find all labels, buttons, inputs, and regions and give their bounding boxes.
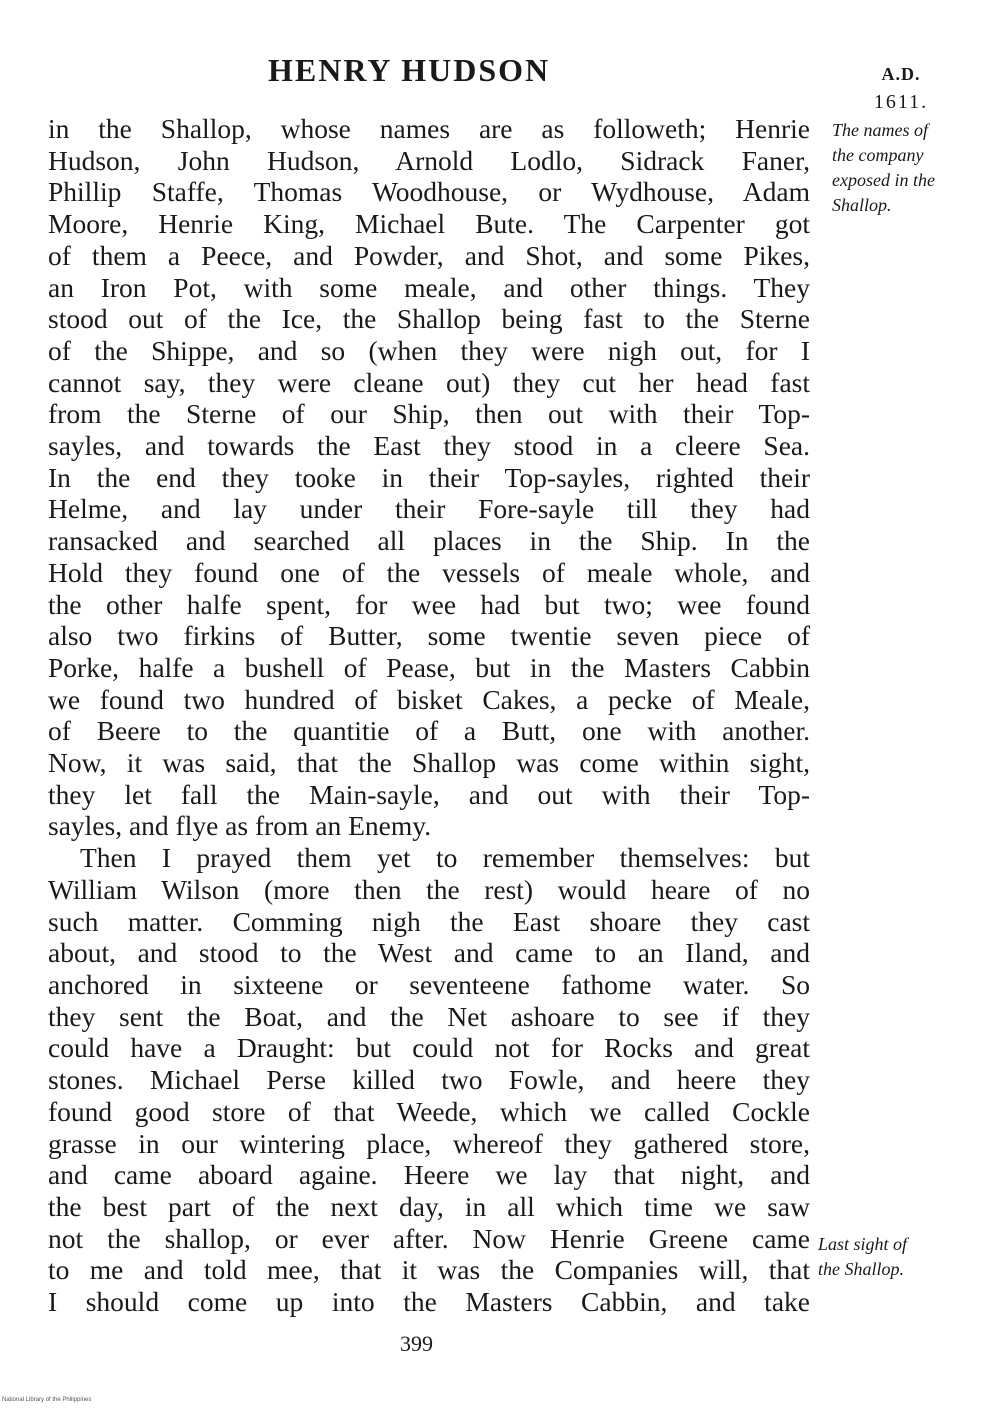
page-header-title: HENRY HUDSON	[268, 52, 551, 88]
text-line: they let fall the Main-sayle, and out with their Top-	[48, 778, 810, 810]
text-line: Porke, halfe a bushell of Pease, but in the Masters Cabbin	[48, 651, 810, 683]
margin-note-line: the company	[832, 145, 924, 165]
text-line: not the shallop, or ever after. Now Henrie Greene came	[48, 1222, 810, 1254]
page-number: 399	[400, 1331, 433, 1356]
year-era: A.D.	[881, 64, 921, 84]
margin-note-line: Last sight of	[818, 1234, 908, 1254]
text-line: could have a Draught: but could not for Rocks and great	[48, 1032, 810, 1064]
margin-note-line: Shallop.	[832, 195, 892, 215]
margin-note-line: exposed in the	[832, 170, 935, 190]
margin-note-last-sight	[818, 1232, 958, 1282]
text-line: In the end they tooke in their Top-sayles, righted their	[48, 461, 810, 493]
margin-note-company-names	[832, 118, 992, 218]
text-line: such matter. Comming nigh the East shoare they cast	[48, 905, 810, 937]
text-line: Now, it was said, that the Shallop was come within sight,	[48, 747, 810, 779]
text-line: I should come up into the Masters Cabbin, and take	[48, 1286, 810, 1318]
text-line: of them a Peece, and Powder, and Shot, and some Pikes,	[48, 239, 810, 271]
text-line: ransacked and searched all places in the Ship. In the	[48, 525, 810, 557]
text-line: also two firkins of Butter, some twentie seven piece of	[48, 620, 810, 652]
text-line: Phillip Staffe, Thomas Woodhouse, or Wydhouse, Adam	[48, 176, 810, 208]
text-line: sayles, and towards the East they stood in a cleere Sea.	[48, 430, 810, 462]
text-line: the best part of the next day, in all which time we saw	[48, 1190, 810, 1222]
text-line: about, and stood to the West and came to an Iland, and	[48, 937, 810, 969]
margin-note-line: The names of	[832, 120, 928, 140]
year-marker	[866, 60, 936, 116]
text-line: in the Shallop, whose names are as followeth; Henrie	[48, 113, 810, 144]
text-line: an Iron Pot, with some meale, and other things. They	[48, 271, 810, 303]
text-line: Moore, Henrie King, Michael Bute. The Carpenter got	[48, 208, 810, 240]
text-line: Hudson, John Hudson, Arnold Lodlo, Sidrack Faner,	[48, 144, 810, 176]
text-line: we found two hundred of bisket Cakes, a pecke of Meale,	[48, 683, 810, 715]
year-number: 1611.	[873, 91, 929, 113]
text-line: and came aboard againe. Heere we lay that night, and	[48, 1159, 810, 1191]
text-line: Hold they found one of the vessels of meale whole, and	[48, 556, 810, 588]
text-line: found good store of that Weede, which we called Cockle	[48, 1095, 810, 1127]
text-line: to me and told mee, that it was the Companies will, that	[48, 1254, 810, 1286]
text-line: stones. Michael Perse killed two Fowle, and heere they	[48, 1064, 810, 1096]
text-line: of the Shippe, and so (when they were nigh out, for I	[48, 334, 810, 366]
text-line: they sent the Boat, and the Net ashoare to see if they	[48, 1000, 810, 1032]
library-stamp: National Library of the Philippines	[2, 1397, 92, 1403]
text-line: William Wilson (more then the rest) would heare of no	[48, 873, 810, 905]
text-line: from the Sterne of our Ship, then out with their Top-	[48, 398, 810, 430]
body-text	[48, 113, 810, 1318]
text-line: sayles, and flye as from an Enemy.	[48, 810, 432, 842]
text-line: grasse in our wintering place, whereof they gathered store,	[48, 1127, 810, 1159]
text-line: cannot say, they were cleane out) they cut her head fast	[48, 366, 810, 398]
text-line: anchored in sixteene or seventeene fathome water. So	[48, 968, 810, 1000]
margin-note-line: the Shallop.	[818, 1259, 904, 1279]
text-line: Helme, and lay under their Fore-sayle till they had	[48, 493, 810, 525]
text-line: stood out of the Ice, the Shallop being fast to the Sterne	[48, 303, 810, 335]
text-line: Then I prayed them yet to remember themselves: but	[80, 842, 810, 874]
text-line: the other halfe spent, for wee had but two; wee found	[48, 588, 810, 620]
text-line: of Beere to the quantitie of a Butt, one with another.	[48, 715, 810, 747]
